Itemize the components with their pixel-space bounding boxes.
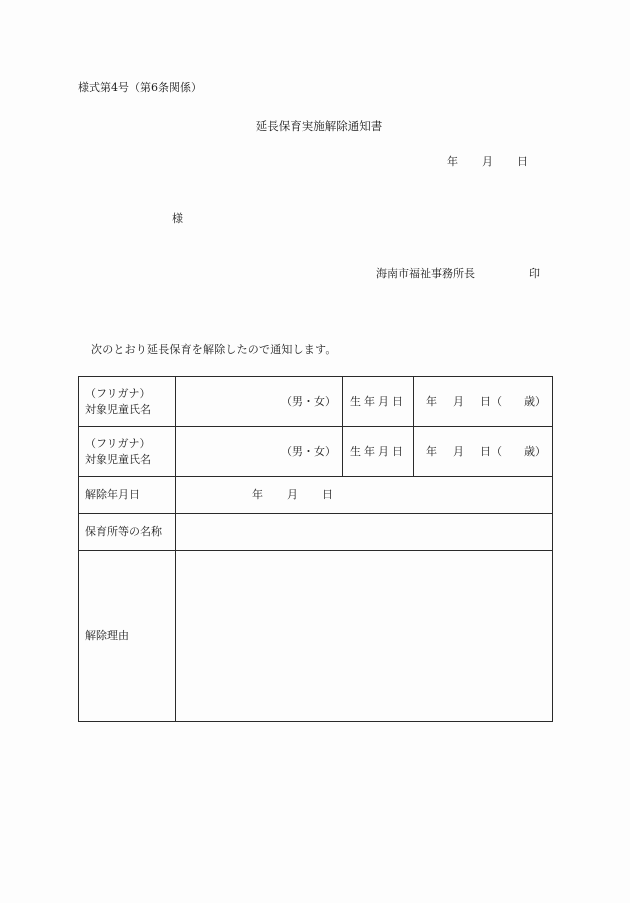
birth-date-field[interactable] xyxy=(414,377,553,427)
furigana-label: （フリガナ） xyxy=(85,387,151,401)
furigana-label: （フリガナ） xyxy=(85,437,151,451)
birth-date-label: 生年月日 xyxy=(343,377,414,427)
addressee-suffix: 様 xyxy=(172,212,183,225)
facility-row xyxy=(79,514,553,551)
reason-row xyxy=(79,551,553,722)
facility-name-label: 保育所等の名称 xyxy=(79,514,176,551)
cancel-reason-field[interactable] xyxy=(176,551,553,722)
birth-day-unit: 日（ xyxy=(480,444,502,458)
gender-options: （男・女） xyxy=(281,394,336,408)
child-name-label: 対象児童氏名 xyxy=(85,452,151,466)
intro-text: 次のとおり延長保育を解除したので通知します。 xyxy=(91,343,337,356)
document-title: 延長保育実施解除通知書 xyxy=(255,119,383,133)
birth-date-label: 生年月日 xyxy=(343,427,414,477)
form-number: 様式第4号（第6条関係） xyxy=(78,81,202,94)
child-name-label-cell xyxy=(79,377,176,427)
child-name-label-cell xyxy=(79,427,176,477)
gender-options: （男・女） xyxy=(281,444,336,458)
cancel-reason-label: 解除理由 xyxy=(79,551,176,722)
birth-year-unit: 年 xyxy=(426,394,437,408)
cancel-day-unit: 日 xyxy=(322,488,333,502)
cancel-month-unit: 月 xyxy=(287,488,298,502)
birth-month-unit: 月 xyxy=(453,444,464,458)
issue-date-year: 年 xyxy=(447,155,458,168)
birth-date-field[interactable] xyxy=(414,427,553,477)
issue-date xyxy=(447,156,528,167)
notice-table xyxy=(78,376,553,722)
issue-date-month: 月 xyxy=(482,155,493,168)
child-name-label: 対象児童氏名 xyxy=(85,402,151,416)
issue-date-day: 日 xyxy=(517,155,528,168)
child-name-field[interactable] xyxy=(176,427,343,477)
birth-year-unit: 年 xyxy=(426,444,437,458)
issuer-name: 海南市福祉事務所長 xyxy=(376,267,475,280)
child-name-field[interactable] xyxy=(176,377,343,427)
facility-name-field[interactable] xyxy=(176,514,553,551)
cancel-year-unit: 年 xyxy=(252,488,263,502)
child-row-1 xyxy=(79,377,553,427)
child-row-2 xyxy=(79,427,553,477)
birth-day-unit: 日（ xyxy=(480,394,502,408)
cancel-date-row xyxy=(79,477,553,514)
cancel-date-label: 解除年月日 xyxy=(79,477,176,514)
seal-mark: 印 xyxy=(529,267,540,280)
cancel-date-field[interactable] xyxy=(176,477,553,514)
age-unit: 歳） xyxy=(524,444,546,458)
birth-month-unit: 月 xyxy=(453,394,464,408)
age-unit: 歳） xyxy=(524,394,546,408)
